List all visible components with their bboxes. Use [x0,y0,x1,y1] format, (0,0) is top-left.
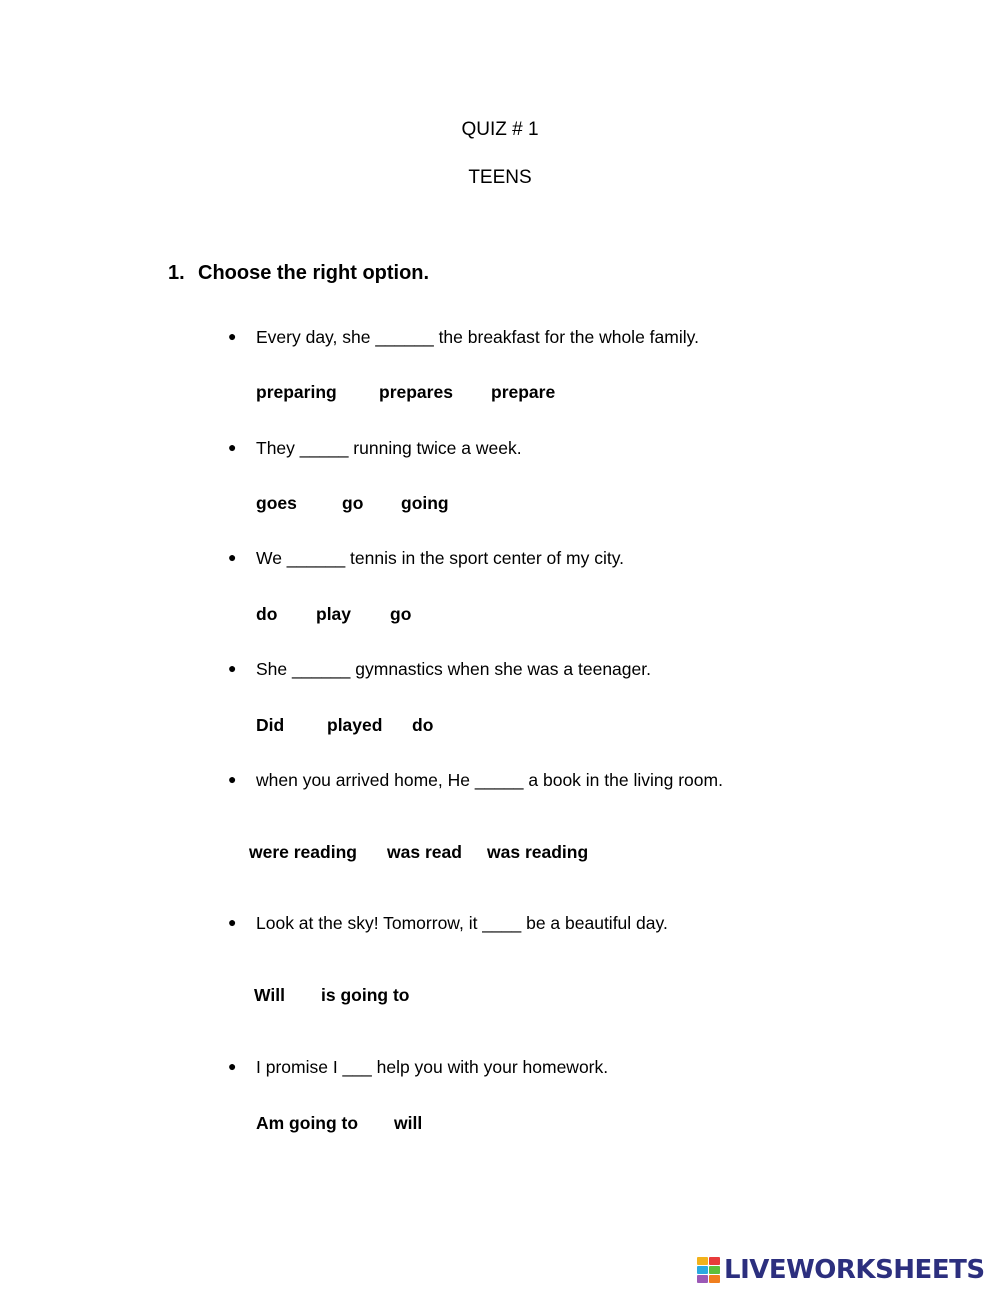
question-item [228,913,668,934]
question-text: We ______ tennis in the sport center of my city. [256,548,625,568]
question-text: Every day, she ______ the breakfast for the whole family. [256,327,699,347]
bullet-icon: ● [228,914,237,930]
answer-option[interactable]: prepares [379,382,453,402]
answer-option[interactable]: preparing [256,382,337,402]
answer-option[interactable]: do [412,715,434,735]
section-number: 1. [168,262,185,284]
question-item [228,548,624,569]
answer-option[interactable]: Will [254,985,285,1005]
bullet-icon: ● [228,328,237,344]
answer-option[interactable]: go [390,604,412,624]
question-item [228,770,723,791]
answer-option[interactable]: prepare [491,382,556,402]
answer-option[interactable]: played [327,715,383,735]
answer-option[interactable]: going [401,493,449,513]
question-text: She ______ gymnastics when she was a teenager. [256,659,651,679]
bullet-icon: ● [228,549,237,565]
answer-option[interactable]: is going to [321,985,410,1005]
answer-option[interactable]: was reading [487,842,589,862]
bullet-icon: ● [228,771,237,787]
question-item [228,1057,608,1078]
quiz-title: QUIZ # 1 [461,119,539,140]
question-item [228,659,651,680]
question-item [228,438,522,459]
answer-option[interactable]: Am going to [256,1113,359,1133]
bullet-icon: ● [228,439,237,455]
liveworksheets-blocks-icon [697,1257,721,1283]
section-heading-text: Choose the right option. [198,262,430,284]
answer-option[interactable]: were reading [249,842,357,862]
liveworksheets-logo[interactable] [697,1255,985,1285]
answer-option[interactable]: will [394,1113,423,1133]
question-text: Look at the sky! Tomorrow, it ____ be a beautiful day. [256,913,668,933]
answer-option[interactable]: was read [387,842,462,862]
quiz-subtitle: TEENS [468,167,532,188]
question-text: I promise I ___ help you with your homework. [256,1057,609,1077]
question-text: when you arrived home, He _____ a book in the living room. [256,770,723,790]
answer-option[interactable]: goes [256,493,297,513]
question-item [228,327,699,348]
answer-option[interactable]: go [342,493,364,513]
answer-option[interactable]: play [316,604,352,624]
logo-text: LIVEWORKSHEETS [724,1255,985,1285]
answer-option[interactable]: do [256,604,278,624]
bullet-icon: ● [228,660,237,676]
section-heading [168,262,429,285]
question-text: They _____ running twice a week. [256,438,522,458]
answer-option[interactable]: Did [256,715,285,735]
bullet-icon: ● [228,1058,237,1074]
